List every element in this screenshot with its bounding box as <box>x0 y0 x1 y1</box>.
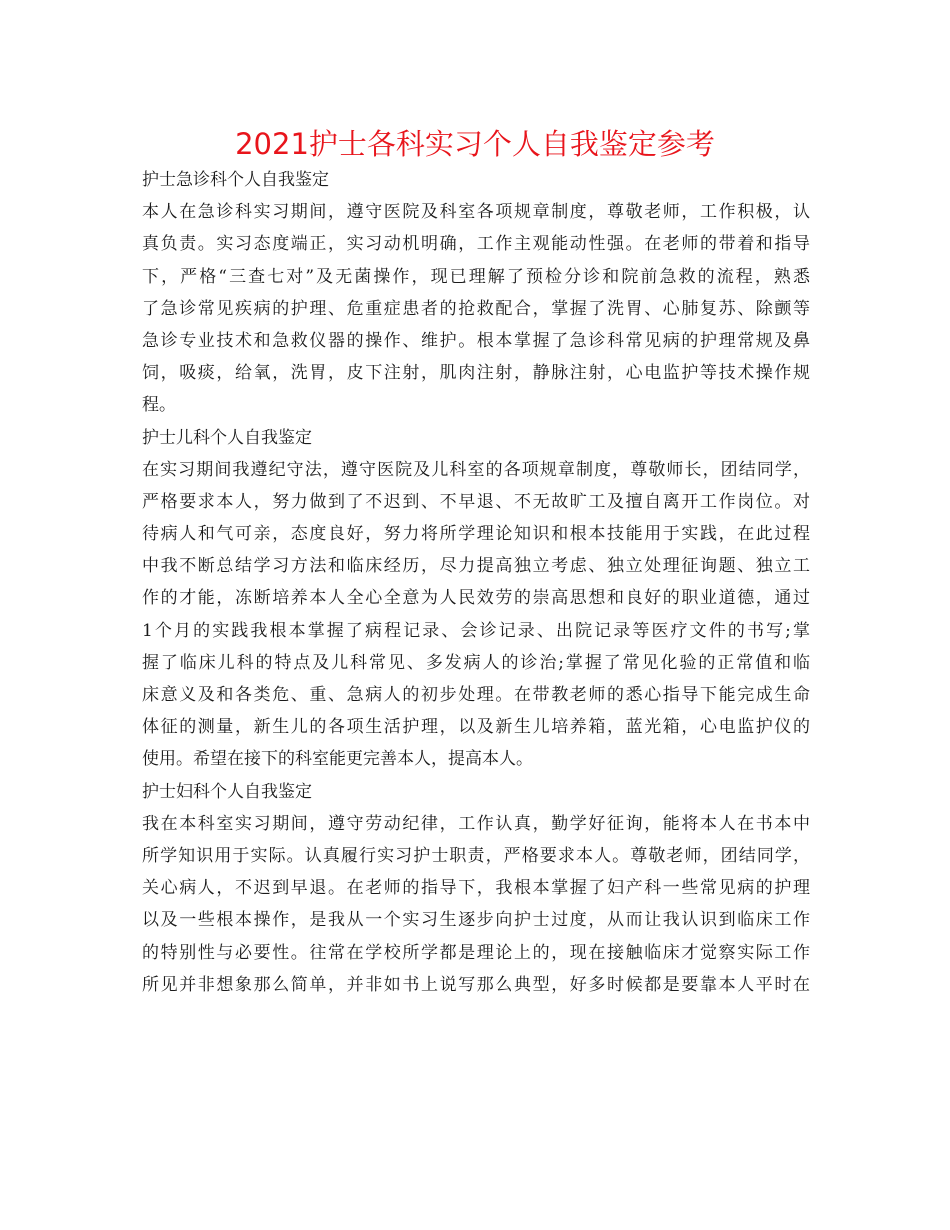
paragraph-line: 的特别性与必要性。往常在学校所学都是理论上的，现在接触临床才觉察实际工作 <box>142 942 810 963</box>
paragraph-line: 程。 <box>142 395 176 416</box>
paragraph-line: 我在本科室实习期间，遵守劳动纪律，工作认真，勤学好征询，能将本人在书本中 <box>142 813 810 834</box>
paragraph-line: 本人在急诊科实习期间，遵守医院及科室各项规章制度，尊敬老师，工作积极，认 <box>142 202 810 223</box>
paragraph-line: 握了临床儿科的特点及儿科常见、多发病人的诊治;掌握了常见化验的正常值和临 <box>142 652 810 673</box>
document-body <box>142 164 826 1001</box>
paragraph-line: 以及一些根本操作，是我从一个实习生逐步向护士过度，从而让我认识到临床工作 <box>142 910 810 931</box>
paragraph-line: 所学知识用于实际。认真履行实习护士职责，严格要求本人。尊敬老师，团结同学， <box>142 845 810 866</box>
paragraph-line: 真负责。实习态度端正，实习动机明确，工作主观能动性强。在老师的带着和指导 <box>142 234 810 255</box>
paragraph-line: 了急诊常见疾病的护理、危重症患者的抢救配合，掌握了洗胃、心肺复苏、除颤等 <box>142 298 810 319</box>
paragraph-line: 急诊专业技术和急救仪器的操作、维护。根本掌握了急诊科常见病的护理常规及鼻 <box>142 330 810 351</box>
paragraph-line: 严格要求本人，努力做到了不迟到、不早退、不无故旷工及擅自离开工作岗位。对 <box>142 491 810 512</box>
paragraph-line: 下，严格“三查七对”及无菌操作，现已理解了预检分诊和院前急救的流程，熟悉 <box>142 266 810 287</box>
paragraph-line: 待病人和气可亲，态度良好，努力将所学理论知识和根本技能用于实践，在此过程 <box>142 524 810 545</box>
document-title: 2021护士各科实习个人自我鉴定参考 <box>235 127 715 161</box>
section-heading-emergency: 护士急诊科个人自我鉴定 <box>142 170 329 190</box>
paragraph-line: 作的才能，冻断培养本人全心全意为人民效劳的崇高思想和良好的职业道德，通过 <box>142 588 810 609</box>
paragraph-line: 床意义及和各类危、重、急病人的初步处理。在带教老师的悉心指导下能完成生命 <box>142 685 810 705</box>
paragraph-line: 1个月的实践我根本掌握了病程记录、会诊记录、出院记录等医疗文件的书写;掌 <box>142 620 810 641</box>
paragraph-line: 使用。希望在接下的科室能更完善本人，提高本人。 <box>142 749 533 770</box>
paragraph-line: 在实习期间我遵纪守法，遵守医院及儿科室的各项规章制度，尊敬师长，团结同学， <box>142 459 810 480</box>
paragraph-line: 关心病人，不迟到早退。在老师的指导下，我根本掌握了妇产科一些常见病的护理 <box>142 878 810 899</box>
section-heading-gynecology: 护士妇科个人自我鉴定 <box>142 781 312 802</box>
section-heading-pediatrics: 护士儿科个人自我鉴定 <box>142 427 312 448</box>
paragraph-line: 体征的测量，新生儿的各项生活护理，以及新生儿培养箱，蓝光箱，心电监护仪的 <box>142 717 810 738</box>
paragraph-line: 中我不断总结学习方法和临床经历，尽力提高独立考虑、独立处理征询题、独立工 <box>142 556 810 577</box>
paragraph-line: 所见并非想象那么简单，并非如书上说写那么典型，好多时候都是要靠本人平时在 <box>142 974 810 995</box>
paragraph-line: 饲，吸痰，给氧，洗胃，皮下注射，肌肉注射，静脉注射，心电监护等技术操作规 <box>142 363 810 384</box>
